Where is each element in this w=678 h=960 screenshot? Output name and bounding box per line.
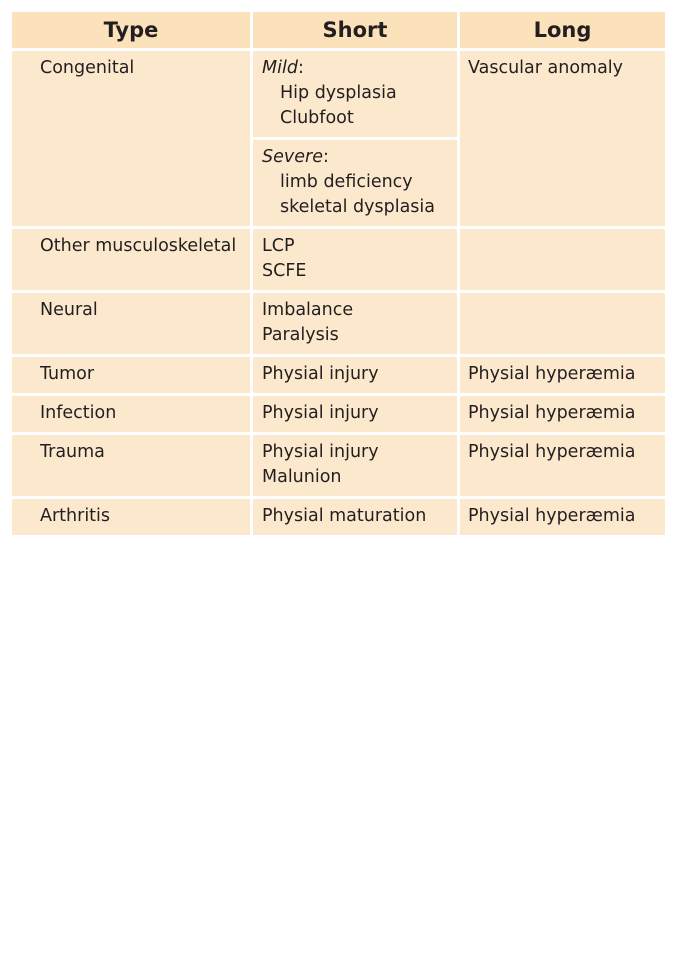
row-other-msk-long <box>460 229 665 290</box>
row-congenital-type <box>12 51 250 226</box>
short-item: Imbalance <box>262 300 354 320</box>
row-trauma-type <box>12 435 250 496</box>
long-text: Physial hyperæmia <box>468 506 636 526</box>
long-text: Physial hyperæmia <box>468 442 636 462</box>
row-trauma-short <box>253 435 457 496</box>
long-text: Vascular anomaly <box>468 58 624 78</box>
row-trauma-long <box>460 435 665 496</box>
short-item: Physial injury <box>262 364 379 384</box>
row-arthritis-long <box>460 499 665 535</box>
type-label: Arthritis <box>40 506 111 526</box>
short-item: Clubfoot <box>280 108 354 128</box>
short-item: Hip dysplasia <box>280 83 397 103</box>
mild-label: Mild <box>262 58 298 78</box>
severe-label: Severe <box>262 147 323 167</box>
row-neural-short <box>253 293 457 354</box>
short-item: Physial maturation <box>262 506 427 526</box>
short-item: SCFE <box>262 261 307 281</box>
row-arthritis-short <box>253 499 457 535</box>
row-tumor-short <box>253 357 457 393</box>
type-label: Trauma <box>40 442 105 462</box>
row-neural-type <box>12 293 250 354</box>
short-item: Physial injury <box>262 403 379 423</box>
row-tumor-type <box>12 357 250 393</box>
row-congenital-long <box>460 51 665 226</box>
type-label: Neural <box>40 300 98 320</box>
row-congenital-short-severe <box>253 140 457 226</box>
severe-heading: Severe: <box>262 147 329 167</box>
row-tumor-long <box>460 357 665 393</box>
short-item: skeletal dysplasia <box>280 197 436 217</box>
header-long: Long <box>460 12 665 48</box>
short-item: limb deficiency <box>280 172 413 192</box>
row-infection-long <box>460 396 665 432</box>
row-infection-type <box>12 396 250 432</box>
header-short: Short <box>253 12 457 48</box>
classification-table <box>12 12 665 535</box>
short-item: Physial injury <box>262 442 379 462</box>
short-item: LCP <box>262 236 295 256</box>
row-neural-long <box>460 293 665 354</box>
row-arthritis-type <box>12 499 250 535</box>
row-congenital-short-mild <box>253 51 457 137</box>
type-label: Infection <box>40 403 117 423</box>
short-item: Malunion <box>262 467 342 487</box>
row-infection-short <box>253 396 457 432</box>
header-type: Type <box>12 12 250 48</box>
type-label: Other musculoskeletal <box>40 236 237 256</box>
type-label: Tumor <box>40 364 95 384</box>
row-other-msk-type <box>12 229 250 290</box>
row-other-msk-short <box>253 229 457 290</box>
type-label: Congenital <box>40 58 135 78</box>
short-item: Paralysis <box>262 325 339 345</box>
long-text: Physial hyperæmia <box>468 403 636 423</box>
long-text: Physial hyperæmia <box>468 364 636 384</box>
mild-heading: Mild: <box>262 58 304 78</box>
